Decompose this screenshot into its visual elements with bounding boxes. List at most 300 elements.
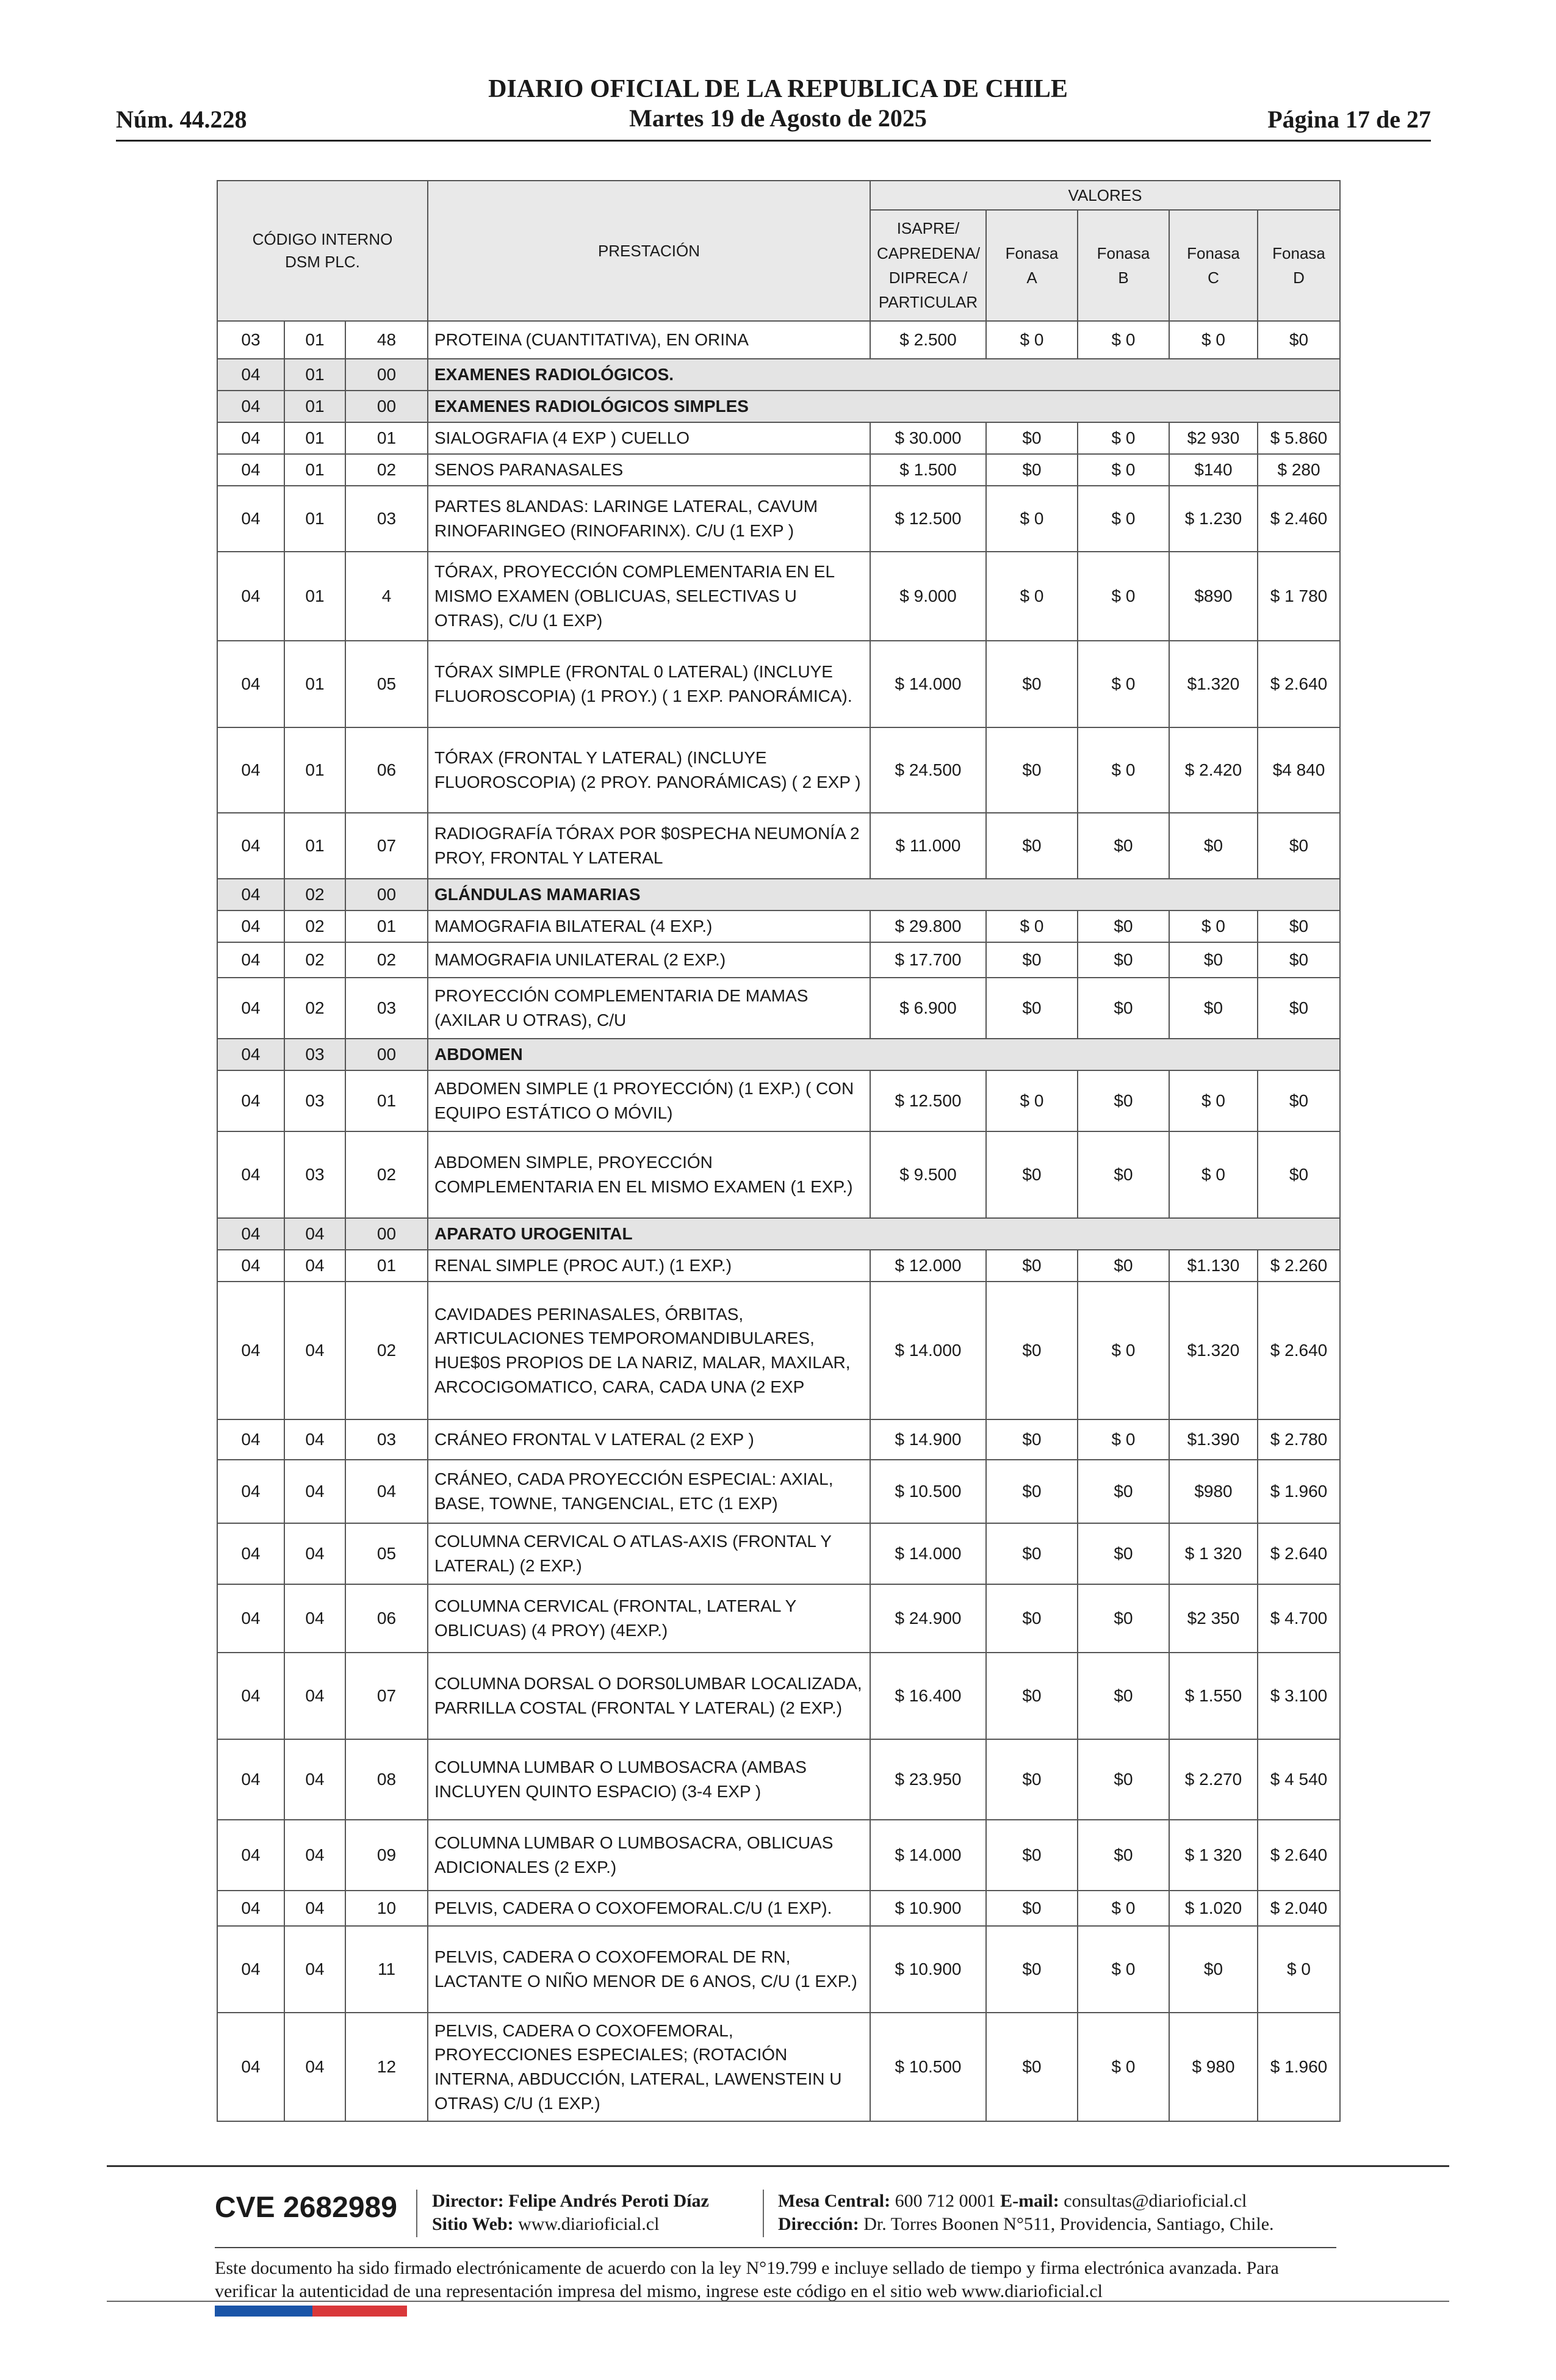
fonasa-d-value-cell: $ 2.640 bbox=[1258, 1523, 1340, 1584]
fonasa-b-value-cell: $ 0 bbox=[1078, 1891, 1169, 1926]
fonasa-d-value-cell: $ 2.260 bbox=[1258, 1250, 1340, 1282]
table-row bbox=[217, 1653, 1340, 1739]
isapre-value-cell: $ 12.500 bbox=[870, 486, 986, 552]
code-group-cell: 04 bbox=[217, 727, 284, 813]
fonasa-b-value-cell: $0 bbox=[1078, 1820, 1169, 1891]
code-group-cell: 04 bbox=[217, 359, 284, 391]
code-subgroup-cell: 04 bbox=[284, 1282, 345, 1419]
isapre-value-cell: $ 14.000 bbox=[870, 1523, 986, 1584]
table-row bbox=[217, 1460, 1340, 1523]
fonasa-c-value-cell: $ 2.420 bbox=[1169, 727, 1258, 813]
code-group-cell: 04 bbox=[217, 1282, 284, 1419]
code-subgroup-cell: 04 bbox=[284, 1653, 345, 1739]
fonasa-a-value-cell: $0 bbox=[986, 1523, 1078, 1584]
isapre-value-cell: $ 30.000 bbox=[870, 422, 986, 454]
fonasa-a-value-cell: $0 bbox=[986, 1419, 1078, 1460]
code-group-cell: 04 bbox=[217, 1891, 284, 1926]
isapre-value-cell: $ 1.500 bbox=[870, 454, 986, 486]
code-item-cell: 03 bbox=[345, 1419, 428, 1460]
fonasa-c-value-cell: $980 bbox=[1169, 1460, 1258, 1523]
table-row bbox=[217, 1070, 1340, 1131]
code-item-cell: 02 bbox=[345, 454, 428, 486]
code-group-cell: 04 bbox=[217, 1523, 284, 1584]
code-group-cell: 04 bbox=[217, 2013, 284, 2121]
code-item-cell: 10 bbox=[345, 1891, 428, 1926]
prestacion-cell: RADIOGRAFÍA TÓRAX POR $0SPECHA NEUMONÍA 2 PROY, FRONTAL Y LATERAL bbox=[428, 813, 870, 879]
code-item-cell: 01 bbox=[345, 911, 428, 942]
isapre-value-cell: $ 14.900 bbox=[870, 1419, 986, 1460]
section-row bbox=[217, 359, 1340, 391]
code-subgroup-cell: 03 bbox=[284, 1131, 345, 1218]
code-group-cell: 04 bbox=[217, 911, 284, 942]
prestacion-cell: PELVIS, CADERA O COXOFEMORAL.C/U (1 EXP). bbox=[428, 1891, 870, 1926]
code-group-cell: 04 bbox=[217, 879, 284, 911]
section-row bbox=[217, 391, 1340, 422]
fonasa-b-value-cell: $ 0 bbox=[1078, 454, 1169, 486]
table-row bbox=[217, 1419, 1340, 1460]
prestacion-cell: MAMOGRAFIA BILATERAL (4 EXP.) bbox=[428, 911, 870, 942]
table-row bbox=[217, 422, 1340, 454]
section-row bbox=[217, 879, 1340, 911]
fonasa-d-value-cell: $ 280 bbox=[1258, 454, 1340, 486]
fonasa-d-value-cell: $ 1.960 bbox=[1258, 2013, 1340, 2121]
code-item-cell: 01 bbox=[345, 422, 428, 454]
fonasa-a-value-cell: $ 0 bbox=[986, 911, 1078, 942]
table-row bbox=[217, 2013, 1340, 2121]
code-item-cell: 4 bbox=[345, 552, 428, 641]
fonasa-c-value-cell: $ 0 bbox=[1169, 911, 1258, 942]
fonasa-b-value-cell: $0 bbox=[1078, 978, 1169, 1039]
isapre-value-cell: $ 24.500 bbox=[870, 727, 986, 813]
section-row bbox=[217, 1218, 1340, 1250]
code-group-cell: 04 bbox=[217, 1039, 284, 1070]
section-title-cell: ABDOMEN bbox=[428, 1039, 1340, 1070]
mesa-label: Mesa Central: bbox=[778, 2191, 891, 2211]
prestacion-cell: PELVIS, CADERA O COXOFEMORAL, PROYECCIONES ESPECIALES; (ROTACIÓN INTERNA, ABDUCCIÓN, LATERAL, LAWENSTEIN U OTRAS) C/U (1 EXP.) bbox=[428, 2013, 870, 2121]
fonasa-b-value-cell: $0 bbox=[1078, 911, 1169, 942]
fonasa-a-value-cell: $0 bbox=[986, 1926, 1078, 2013]
table-row bbox=[217, 911, 1340, 942]
table-row bbox=[217, 454, 1340, 486]
prestacion-cell: PARTES 8LANDAS: LARINGE LATERAL, CAVUM RINOFARINGEO (RINOFARINX). C/U (1 EXP ) bbox=[428, 486, 870, 552]
code-group-cell: 04 bbox=[217, 942, 284, 978]
fonasa-b-value-cell: $ 0 bbox=[1078, 1282, 1169, 1419]
table-row bbox=[217, 1131, 1340, 1218]
code-item-cell: 00 bbox=[345, 1218, 428, 1250]
prestacion-cell: PELVIS, CADERA O COXOFEMORAL DE RN, LACTANTE O NIÑO MENOR DE 6 ANOS, C/U (1 EXP.) bbox=[428, 1926, 870, 2013]
code-subgroup-cell: 04 bbox=[284, 1891, 345, 1926]
code-header bbox=[217, 181, 428, 321]
flag-bar-blue bbox=[215, 2306, 312, 2317]
code-item-cell: 06 bbox=[345, 1584, 428, 1653]
fonasa-b-value-cell: $0 bbox=[1078, 1131, 1169, 1218]
fonasa-c-value-cell: $ 1.020 bbox=[1169, 1891, 1258, 1926]
director-label: Director: bbox=[432, 2191, 504, 2211]
section-title-cell: APARATO UROGENITAL bbox=[428, 1218, 1340, 1250]
fonasa-d-value-cell: $0 bbox=[1258, 813, 1340, 879]
code-subgroup-cell: 01 bbox=[284, 727, 345, 813]
fonasa-d-value-cell: $ 4 540 bbox=[1258, 1739, 1340, 1820]
fonasa-a-value-cell: $0 bbox=[986, 1891, 1078, 1926]
fonasa-d-value-cell: $0 bbox=[1258, 911, 1340, 942]
code-item-cell: 06 bbox=[345, 727, 428, 813]
isapre-value-cell: $ 9.000 bbox=[870, 552, 986, 641]
code-item-cell: 05 bbox=[345, 1523, 428, 1584]
fonasa-a-value-cell: $0 bbox=[986, 641, 1078, 727]
prestacion-cell: COLUMNA LUMBAR O LUMBOSACRA (AMBAS INCLUYEN QUINTO ESPACIO) (3-4 EXP ) bbox=[428, 1739, 870, 1820]
code-subgroup-cell: 02 bbox=[284, 911, 345, 942]
table-row bbox=[217, 1891, 1340, 1926]
table-row bbox=[217, 552, 1340, 641]
fonasa-d-value-cell: $ 3.100 bbox=[1258, 1653, 1340, 1739]
fonasa-c-value-cell: $ 0 bbox=[1169, 1070, 1258, 1131]
fonasa-d-value-cell: $ 2.780 bbox=[1258, 1419, 1340, 1460]
fonasa-c-value-cell: $0 bbox=[1169, 942, 1258, 978]
director-name: Felipe Andrés Peroti Díaz bbox=[508, 2191, 709, 2211]
prestacion-cell: COLUMNA LUMBAR O LUMBOSACRA, OBLICUAS ADICIONALES (2 EXP.) bbox=[428, 1820, 870, 1891]
table-row bbox=[217, 1523, 1340, 1584]
direccion-label: Dirección: bbox=[778, 2214, 859, 2234]
page-footer bbox=[0, 2154, 1556, 2380]
fonasa-d-value-cell: $ 2.640 bbox=[1258, 1820, 1340, 1891]
code-group-cell: 04 bbox=[217, 1739, 284, 1820]
fonasa-a-value-cell: $ 0 bbox=[986, 1070, 1078, 1131]
fonasa-c-value-cell: $0 bbox=[1169, 813, 1258, 879]
fonasa-d-value-cell: $0 bbox=[1258, 1131, 1340, 1218]
fonasa-d-value-cell: $ 5.860 bbox=[1258, 422, 1340, 454]
fonasa-c-value-cell: $0 bbox=[1169, 978, 1258, 1039]
fonasa-b-value-cell: $0 bbox=[1078, 1739, 1169, 1820]
prestacion-cell: ABDOMEN SIMPLE (1 PROYECCIÓN) (1 EXP.) ( CON EQUIPO ESTÁTICO O MÓVIL) bbox=[428, 1070, 870, 1131]
table-row bbox=[217, 727, 1340, 813]
code-group-cell: 04 bbox=[217, 1926, 284, 2013]
code-group-cell: 04 bbox=[217, 641, 284, 727]
fonasa-c-value-cell: $2 350 bbox=[1169, 1584, 1258, 1653]
code-item-cell: 03 bbox=[345, 486, 428, 552]
code-item-cell: 01 bbox=[345, 1250, 428, 1282]
footer-contact-block bbox=[778, 2190, 1274, 2236]
code-item-cell: 01 bbox=[345, 1070, 428, 1131]
page-header bbox=[0, 0, 1556, 146]
code-group-cell: 04 bbox=[217, 391, 284, 422]
prestacion-cell: CAVIDADES PERINASALES, ÓRBITAS, ARTICULACIONES TEMPOROMANDIBULARES, HUE$0S PROPIOS DE LA NARIZ, MALAR, MAXILAR, ARCOCIGOMATICO, CARA, CADA UNA (2 EXP bbox=[428, 1282, 870, 1419]
fonasa-a-value-cell: $0 bbox=[986, 978, 1078, 1039]
code-item-cell: 02 bbox=[345, 1131, 428, 1218]
fonasa-a-value-cell: $ 0 bbox=[986, 552, 1078, 641]
fonasa-b-value-cell: $ 0 bbox=[1078, 641, 1169, 727]
fonasa-d-value-cell: $ 1 780 bbox=[1258, 552, 1340, 641]
code-header-line1: CÓDIGO INTERNO bbox=[252, 230, 393, 249]
email-link[interactable]: consultas@diarioficial.cl bbox=[1064, 2191, 1247, 2211]
prestacion-cell: PROTEINA (CUANTITATIVA), EN ORINA bbox=[428, 321, 870, 359]
table-row bbox=[217, 1820, 1340, 1891]
fonasa-b-value-cell: $ 0 bbox=[1078, 321, 1169, 359]
flag-bar-red bbox=[312, 2306, 407, 2317]
isapre-value-cell: $ 10.900 bbox=[870, 1891, 986, 1926]
fonasa-d-value-cell: $0 bbox=[1258, 321, 1340, 359]
code-subgroup-cell: 04 bbox=[284, 1419, 345, 1460]
code-group-cell: 04 bbox=[217, 1218, 284, 1250]
isapre-value-cell: $ 6.900 bbox=[870, 978, 986, 1039]
mesa-number: 600 712 0001 bbox=[895, 2191, 996, 2211]
footer-rule bbox=[215, 2247, 1336, 2248]
fonasa-b-value-cell: $0 bbox=[1078, 1250, 1169, 1282]
code-group-cell: 04 bbox=[217, 1250, 284, 1282]
footer-separator bbox=[763, 2190, 764, 2237]
fonasa-b-value-cell: $0 bbox=[1078, 1584, 1169, 1653]
fonasa-c-value-cell: $140 bbox=[1169, 454, 1258, 486]
code-group-cell: 03 bbox=[217, 321, 284, 359]
issue-number: Núm. 44.228 bbox=[116, 106, 247, 133]
page-indicator: Página 17 de 27 bbox=[1267, 106, 1431, 133]
header-rule bbox=[116, 140, 1431, 142]
table-row bbox=[217, 1584, 1340, 1653]
fonasa-a-value-cell: $ 0 bbox=[986, 486, 1078, 552]
code-subgroup-cell: 04 bbox=[284, 2013, 345, 2121]
isapre-value-cell: $ 17.700 bbox=[870, 942, 986, 978]
code-item-cell: 09 bbox=[345, 1820, 428, 1891]
footer-separator bbox=[416, 2190, 417, 2237]
fonasa-b-value-cell: $ 0 bbox=[1078, 1926, 1169, 2013]
fonasa-c-value-cell: $ 0 bbox=[1169, 321, 1258, 359]
table-row bbox=[217, 321, 1340, 359]
code-subgroup-cell: 01 bbox=[284, 641, 345, 727]
code-item-cell: 07 bbox=[345, 813, 428, 879]
table-row bbox=[217, 1926, 1340, 2013]
fonasa-c-value-cell: $1.130 bbox=[1169, 1250, 1258, 1282]
code-group-cell: 04 bbox=[217, 1653, 284, 1739]
prestacion-header: PRESTACIÓN bbox=[428, 181, 870, 321]
code-item-cell: 02 bbox=[345, 942, 428, 978]
fonasa-b-value-cell: $ 0 bbox=[1078, 552, 1169, 641]
code-group-cell: 04 bbox=[217, 1584, 284, 1653]
isapre-value-cell: $ 10.900 bbox=[870, 1926, 986, 2013]
section-row bbox=[217, 1039, 1340, 1070]
fonasa-b-value-cell: $ 0 bbox=[1078, 1419, 1169, 1460]
fonasa-b-value-cell: $ 0 bbox=[1078, 2013, 1169, 2121]
isapre-value-cell: $ 12.500 bbox=[870, 1070, 986, 1131]
prestacion-cell: TÓRAX (FRONTAL Y LATERAL) (INCLUYE FLUOROSCOPIA) (2 PROY. PANORÁMICAS) ( 2 EXP ) bbox=[428, 727, 870, 813]
fonasa-d-value-cell: $ 0 bbox=[1258, 1926, 1340, 2013]
isapre-value-cell: $ 2.500 bbox=[870, 321, 986, 359]
fonasa-b-value-cell: $ 0 bbox=[1078, 486, 1169, 552]
fonasa-a-value-cell: $0 bbox=[986, 2013, 1078, 2121]
footer-rule bbox=[107, 2301, 1449, 2302]
code-group-cell: 04 bbox=[217, 1820, 284, 1891]
isapre-value-cell: $ 12.000 bbox=[870, 1250, 986, 1282]
web-label: Sitio Web: bbox=[432, 2214, 514, 2234]
isapre-value-cell: $ 11.000 bbox=[870, 813, 986, 879]
prestacion-cell: MAMOGRAFIA UNILATERAL (2 EXP.) bbox=[428, 942, 870, 978]
prestacion-cell: COLUMNA CERVICAL O ATLAS-AXIS (FRONTAL Y LATERAL) (2 EXP.) bbox=[428, 1523, 870, 1584]
fonasa-a-header: Fonasa A bbox=[986, 210, 1078, 321]
fonasa-d-value-cell: $ 2.040 bbox=[1258, 1891, 1340, 1926]
fonasa-b-value-cell: $ 0 bbox=[1078, 422, 1169, 454]
table-row bbox=[217, 486, 1340, 552]
code-subgroup-cell: 04 bbox=[284, 1926, 345, 2013]
fonasa-a-value-cell: $0 bbox=[986, 1653, 1078, 1739]
fonasa-a-value-cell: $0 bbox=[986, 942, 1078, 978]
fonasa-b-value-cell: $0 bbox=[1078, 1070, 1169, 1131]
isapre-value-cell: $ 24.900 bbox=[870, 1584, 986, 1653]
table-row bbox=[217, 942, 1340, 978]
code-subgroup-cell: 04 bbox=[284, 1523, 345, 1584]
fonasa-d-value-cell: $ 4.700 bbox=[1258, 1584, 1340, 1653]
fonasa-b-value-cell: $0 bbox=[1078, 813, 1169, 879]
fonasa-d-value-cell: $0 bbox=[1258, 978, 1340, 1039]
code-subgroup-cell: 04 bbox=[284, 1584, 345, 1653]
prestacion-cell: SIALOGRAFIA (4 EXP ) CUELLO bbox=[428, 422, 870, 454]
prestacion-cell: PROYECCIÓN COMPLEMENTARIA DE MAMAS (AXILAR U OTRAS), C/U bbox=[428, 978, 870, 1039]
code-group-cell: 04 bbox=[217, 454, 284, 486]
table-row bbox=[217, 813, 1340, 879]
code-subgroup-cell: 01 bbox=[284, 391, 345, 422]
fonasa-d-value-cell: $ 2.460 bbox=[1258, 486, 1340, 552]
fonasa-a-value-cell: $0 bbox=[986, 454, 1078, 486]
prestacion-cell: TÓRAX, PROYECCIÓN COMPLEMENTARIA EN EL MISMO EXAMEN (OBLICUAS, SELECTIVAS U OTRAS), C/U (1 EXP) bbox=[428, 552, 870, 641]
table-row bbox=[217, 641, 1340, 727]
code-item-cell: 11 bbox=[345, 1926, 428, 2013]
isapre-value-cell: $ 14.000 bbox=[870, 1820, 986, 1891]
web-link[interactable]: www.diarioficial.cl bbox=[518, 2214, 660, 2234]
fonasa-c-header: Fonasa C bbox=[1169, 210, 1258, 321]
tariff-rows bbox=[217, 321, 1340, 2121]
fonasa-b-value-cell: $ 0 bbox=[1078, 727, 1169, 813]
code-subgroup-cell: 04 bbox=[284, 1820, 345, 1891]
isapre-value-cell: $ 10.500 bbox=[870, 2013, 986, 2121]
code-header-line2: DSM PLC. bbox=[285, 253, 360, 271]
code-item-cell: 00 bbox=[345, 359, 428, 391]
code-item-cell: 12 bbox=[345, 2013, 428, 2121]
fonasa-d-value-cell: $ 2.640 bbox=[1258, 641, 1340, 727]
fonasa-b-value-cell: $0 bbox=[1078, 942, 1169, 978]
fonasa-b-header: Fonasa B bbox=[1078, 210, 1169, 321]
code-item-cell: 48 bbox=[345, 321, 428, 359]
fonasa-c-value-cell: $ 1.230 bbox=[1169, 486, 1258, 552]
code-group-cell: 04 bbox=[217, 813, 284, 879]
section-title-cell: GLÁNDULAS MAMARIAS bbox=[428, 879, 1340, 911]
code-subgroup-cell: 01 bbox=[284, 486, 345, 552]
fonasa-a-value-cell: $0 bbox=[986, 1584, 1078, 1653]
section-title-cell: EXAMENES RADIOLÓGICOS SIMPLES bbox=[428, 391, 1340, 422]
isapre-value-cell: $ 16.400 bbox=[870, 1653, 986, 1739]
fonasa-d-value-cell: $ 1.960 bbox=[1258, 1460, 1340, 1523]
prestacion-cell: CRÁNEO FRONTAL V LATERAL (2 EXP ) bbox=[428, 1419, 870, 1460]
table-row bbox=[217, 1282, 1340, 1419]
fonasa-d-header: Fonasa D bbox=[1258, 210, 1340, 321]
code-item-cell: 04 bbox=[345, 1460, 428, 1523]
code-subgroup-cell: 01 bbox=[284, 813, 345, 879]
isapre-value-cell: $ 10.500 bbox=[870, 1460, 986, 1523]
issue-date: Martes 19 de Agosto de 2025 bbox=[629, 104, 927, 132]
tariff-table bbox=[217, 180, 1341, 2122]
fonasa-d-value-cell: $0 bbox=[1258, 1070, 1340, 1131]
fonasa-a-value-cell: $0 bbox=[986, 1739, 1078, 1820]
prestacion-cell: RENAL SIMPLE (PROC AUT.) (1 EXP.) bbox=[428, 1250, 870, 1282]
fonasa-c-value-cell: $ 980 bbox=[1169, 2013, 1258, 2121]
footer-rule bbox=[107, 2165, 1449, 2167]
prestacion-cell: TÓRAX SIMPLE (FRONTAL 0 LATERAL) (INCLUYE FLUOROSCOPIA) (1 PROY.) ( 1 EXP. PANORÁMICA). bbox=[428, 641, 870, 727]
code-item-cell: 00 bbox=[345, 879, 428, 911]
code-subgroup-cell: 03 bbox=[284, 1039, 345, 1070]
isapre-header: ISAPRE/ CAPREDENA/ DIPRECA / PARTICULAR bbox=[870, 210, 986, 321]
fonasa-c-value-cell: $ 0 bbox=[1169, 1131, 1258, 1218]
email-label: E-mail: bbox=[1000, 2191, 1059, 2211]
fonasa-d-value-cell: $0 bbox=[1258, 942, 1340, 978]
fonasa-a-value-cell: $0 bbox=[986, 1820, 1078, 1891]
code-group-cell: 04 bbox=[217, 486, 284, 552]
code-subgroup-cell: 01 bbox=[284, 321, 345, 359]
code-group-cell: 04 bbox=[217, 552, 284, 641]
fonasa-c-value-cell: $ 1 320 bbox=[1169, 1820, 1258, 1891]
fonasa-c-value-cell: $0 bbox=[1169, 1926, 1258, 2013]
isapre-value-cell: $ 23.950 bbox=[870, 1739, 986, 1820]
prestacion-cell: CRÁNEO, CADA PROYECCIÓN ESPECIAL: AXIAL, BASE, TOWNE, TANGENCIAL, ETC (1 EXP) bbox=[428, 1460, 870, 1523]
code-group-cell: 04 bbox=[217, 978, 284, 1039]
code-item-cell: 03 bbox=[345, 978, 428, 1039]
fonasa-a-value-cell: $ 0 bbox=[986, 321, 1078, 359]
code-item-cell: 05 bbox=[345, 641, 428, 727]
code-subgroup-cell: 02 bbox=[284, 879, 345, 911]
code-item-cell: 02 bbox=[345, 1282, 428, 1419]
isapre-value-cell: $ 14.000 bbox=[870, 641, 986, 727]
code-subgroup-cell: 04 bbox=[284, 1218, 345, 1250]
code-subgroup-cell: 04 bbox=[284, 1250, 345, 1282]
fonasa-a-value-cell: $0 bbox=[986, 1460, 1078, 1523]
code-subgroup-cell: 03 bbox=[284, 1070, 345, 1131]
cve-code: CVE 2682989 bbox=[215, 2191, 397, 2224]
fonasa-a-value-cell: $0 bbox=[986, 1250, 1078, 1282]
code-subgroup-cell: 01 bbox=[284, 422, 345, 454]
fonasa-b-value-cell: $0 bbox=[1078, 1460, 1169, 1523]
table-row bbox=[217, 1250, 1340, 1282]
fonasa-a-value-cell: $0 bbox=[986, 422, 1078, 454]
code-group-cell: 04 bbox=[217, 1070, 284, 1131]
prestacion-cell: SENOS PARANASALES bbox=[428, 454, 870, 486]
code-group-cell: 04 bbox=[217, 1460, 284, 1523]
fonasa-c-value-cell: $2 930 bbox=[1169, 422, 1258, 454]
fonasa-c-value-cell: $ 2.270 bbox=[1169, 1739, 1258, 1820]
footer-director-block bbox=[432, 2190, 709, 2236]
table-row bbox=[217, 978, 1340, 1039]
code-group-cell: 04 bbox=[217, 422, 284, 454]
fonasa-a-value-cell: $0 bbox=[986, 1282, 1078, 1419]
isapre-value-cell: $ 14.000 bbox=[870, 1282, 986, 1419]
fonasa-d-value-cell: $4 840 bbox=[1258, 727, 1340, 813]
fonasa-b-value-cell: $0 bbox=[1078, 1523, 1169, 1584]
fonasa-c-value-cell: $1.320 bbox=[1169, 1282, 1258, 1419]
prestacion-cell: COLUMNA DORSAL O DORS0LUMBAR LOCALIZADA, PARRILLA COSTAL (FRONTAL Y LATERAL) (2 EXP.) bbox=[428, 1653, 870, 1739]
code-subgroup-cell: 01 bbox=[284, 552, 345, 641]
signature-note: Este documento ha sido firmado electrónicamente de acuerdo con la ley N°19.799 e incluye sellado de tiempo y firma electrónica avanzada. Para verificar la autenticidad de una representación impresa del mismo, ingrese este código en el sitio web www.diarioficial.cl bbox=[215, 2258, 1279, 2301]
fonasa-a-value-cell: $0 bbox=[986, 1131, 1078, 1218]
code-item-cell: 08 bbox=[345, 1739, 428, 1820]
code-group-cell: 04 bbox=[217, 1419, 284, 1460]
code-subgroup-cell: 02 bbox=[284, 978, 345, 1039]
isapre-value-cell: $ 9.500 bbox=[870, 1131, 986, 1218]
fonasa-c-value-cell: $1.320 bbox=[1169, 641, 1258, 727]
fonasa-d-value-cell: $ 2.640 bbox=[1258, 1282, 1340, 1419]
fonasa-a-value-cell: $0 bbox=[986, 727, 1078, 813]
code-item-cell: 07 bbox=[345, 1653, 428, 1739]
fonasa-b-value-cell: $0 bbox=[1078, 1653, 1169, 1739]
fonasa-c-value-cell: $1.390 bbox=[1169, 1419, 1258, 1460]
code-subgroup-cell: 04 bbox=[284, 1460, 345, 1523]
code-subgroup-cell: 01 bbox=[284, 359, 345, 391]
newspaper-title: DIARIO OFICIAL DE LA REPUBLICA DE CHILE bbox=[488, 75, 1068, 103]
fonasa-c-value-cell: $ 1.550 bbox=[1169, 1653, 1258, 1739]
prestacion-cell: ABDOMEN SIMPLE, PROYECCIÓN COMPLEMENTARIA EN EL MISMO EXAMEN (1 EXP.) bbox=[428, 1131, 870, 1218]
